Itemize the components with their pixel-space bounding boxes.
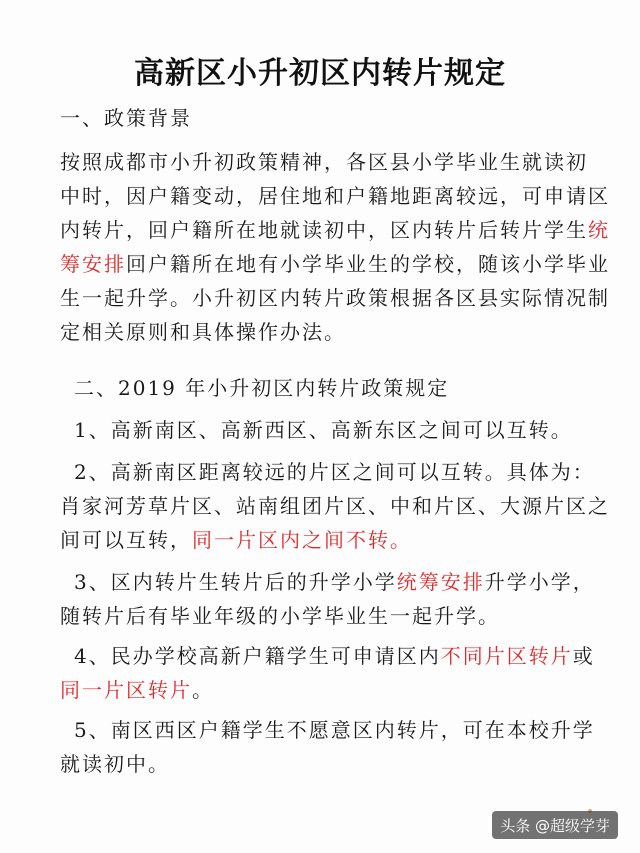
- highlight-text: 同一片区转片: [60, 678, 192, 702]
- text-run: 。: [192, 678, 214, 702]
- document-title: 高新区小升初区内转片规定: [134, 56, 506, 91]
- highlight-text: 不同片区转片: [440, 644, 573, 668]
- policy-item-1: 1、高新南区、高新西区、高新东区之间可以互转。: [74, 418, 573, 442]
- policy-item-4-line: [60, 674, 214, 703]
- paragraph-line: [60, 248, 610, 277]
- paragraph-line: 生一起升学。小升初区内转片政策根据各区县实际情况制: [60, 286, 610, 310]
- text-run: 或: [572, 644, 595, 668]
- text-run: 4、民办学校高新户籍学生可申请区内: [74, 644, 441, 668]
- text-run: 3、区内转片生转片后的升学小学: [74, 570, 397, 594]
- policy-item-2-line: 肖家河芳草片区、站南组团片区、中和片区、大源片区之: [60, 494, 610, 518]
- text-run: 升学小学，: [484, 570, 595, 594]
- section-heading-policy: 二、2019 年小升初区内转片政策规定: [74, 376, 450, 400]
- policy-item-4-line: [74, 640, 595, 669]
- paragraph-line: 按照成都市小升初政策精神，各区县小学毕业生就读初: [60, 150, 588, 174]
- text-run: 回户籍所在地有小学毕业生的学校，随该小学毕业: [126, 252, 610, 276]
- highlight-text: 统: [588, 218, 610, 242]
- watermark-text: 头条 @超级学芽: [500, 816, 610, 835]
- paragraph-line: [60, 214, 610, 243]
- policy-item-5-line: 5、南区西区户籍学生不愿意区内转片，可在本校升学: [74, 718, 595, 742]
- paragraph-line: 定相关原则和具体操作办法。: [60, 320, 346, 344]
- text-run: 内转片，回户籍所在地就读初中，区内转片后转片学生: [60, 218, 588, 242]
- paragraph-line: 中时，因户籍变动，居住地和户籍地距离较远，可申请区: [60, 184, 610, 208]
- policy-item-2-line: 2、高新南区距离较远的片区之间可以互转。具体为：: [74, 460, 595, 484]
- highlight-text: 统筹安排: [396, 570, 485, 594]
- policy-item-3-line: [74, 566, 595, 595]
- policy-item-2-line: [60, 524, 412, 553]
- text-run: 间可以互转，: [60, 528, 192, 552]
- watermark-badge: [492, 811, 618, 839]
- policy-item-5-line: 就读初中。: [60, 752, 170, 776]
- highlight-text: 同一片区内之间不转。: [192, 528, 412, 552]
- section-heading-background: 一、政策背景: [60, 106, 192, 130]
- highlight-text: 筹安排: [60, 252, 126, 276]
- policy-item-3-line: 随转片后有毕业年级的小学毕业生一起升学。: [60, 604, 500, 628]
